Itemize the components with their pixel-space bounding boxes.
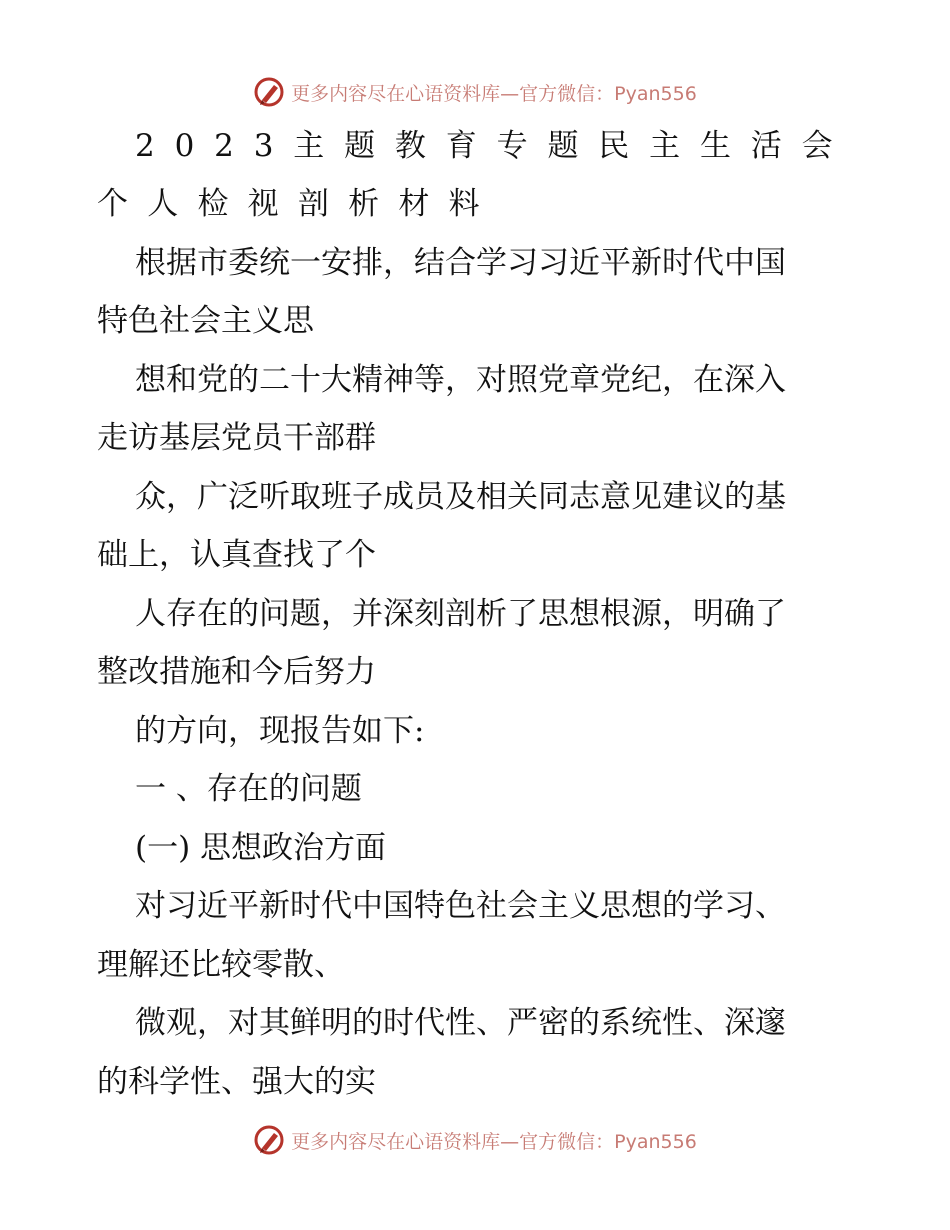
paragraph-line: 对习近平新时代中国特色社会主义思想的学习、 <box>135 888 786 924</box>
paragraph-line: 础上，认真查找了个 <box>97 537 376 573</box>
watermark-text: 更多内容尽在心语资料库—官方微信：Pyan556 <box>291 1130 697 1153</box>
paragraph-line: 的方向，现报告如下: <box>135 713 425 749</box>
paragraph-line: 的科学性、强大的实 <box>97 1064 376 1100</box>
watermark-text: 更多内容尽在心语资料库—官方微信：Pyan556 <box>291 82 697 105</box>
paragraph-line: 走访基层党员干部群 <box>97 420 376 456</box>
paragraph-line: 特色社会主义思 <box>97 303 314 339</box>
paragraph-line: 众，广泛听取班子成员及相关同志意见建议的基 <box>135 479 786 515</box>
paragraph-line: 人存在的问题，并深刻剖析了思想根源，明确了 <box>135 596 786 632</box>
document-title-line-1: 2023主题教育专题民主生活会 <box>135 128 853 164</box>
watermark-header <box>0 72 950 112</box>
paragraph-line: 根据市委统一安排，结合学习习近平新时代中国 <box>135 245 786 281</box>
watermark-footer <box>0 1120 950 1160</box>
subsection-heading: (一) 思想政治方面 <box>135 830 387 866</box>
pen-logo-icon <box>253 76 285 108</box>
paragraph-line: 整改措施和今后努力 <box>97 654 376 690</box>
paragraph-line: 微观，对其鲜明的时代性、严密的系统性、深邃 <box>135 1005 786 1041</box>
document-title-line-2: 个人检视剖析材料 <box>97 186 499 222</box>
section-heading: 一 、存在的问题 <box>135 771 362 807</box>
paragraph-line: 想和党的二十大精神等，对照党章党纪，在深入 <box>135 362 786 398</box>
paragraph-line: 理解还比较零散、 <box>97 947 345 983</box>
pen-logo-icon <box>253 1124 285 1156</box>
